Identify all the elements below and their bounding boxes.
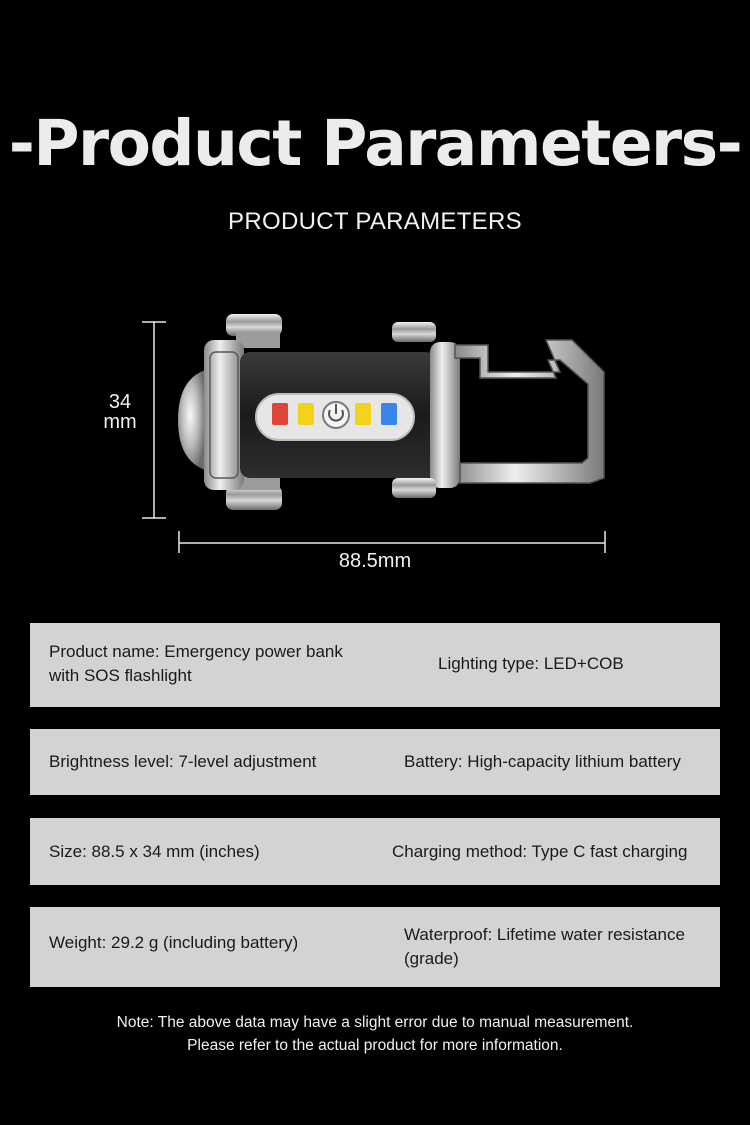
spec-battery: Battery: High-capacity lithium battery <box>404 752 681 771</box>
note-line: Please refer to the actual product for more information. <box>187 1037 563 1054</box>
page-subtitle: PRODUCT PARAMETERS <box>228 208 522 235</box>
product-illustration <box>0 300 750 590</box>
height-unit: mm <box>103 411 137 433</box>
spec-text: with SOS flashlight <box>49 666 192 685</box>
height-value: 34 <box>108 391 132 413</box>
spec-row <box>30 623 720 707</box>
spec-waterproof <box>404 923 685 971</box>
note-line: Note: The above data may have a slight error due to manual measurement. <box>116 1014 634 1031</box>
spec-text: (grade) <box>404 949 459 968</box>
spec-brightness-level: Brightness level: 7-level adjustment <box>49 752 317 771</box>
spec-row <box>30 729 720 795</box>
lens-icon <box>178 370 205 470</box>
height-dimension-line <box>142 322 166 518</box>
spec-weight: Weight: 29.2 g (including battery) <box>49 933 299 952</box>
spec-text: Product name: Emergency power bank <box>49 642 343 661</box>
width-dimension-label: 88.5mm <box>338 550 412 572</box>
page-title: -Product Parameters- <box>8 107 742 180</box>
spec-product-name <box>49 640 343 688</box>
spec-row <box>30 818 720 885</box>
height-dimension-label <box>96 392 144 432</box>
spec-charging-method: Charging method: Type C fast charging <box>392 842 688 861</box>
spec-size: Size: 88.5 x 34 mm (inches) <box>49 842 260 861</box>
spec-text: Waterproof: Lifetime water resistance <box>404 925 685 944</box>
spec-lighting-type: Lighting type: LED+COB <box>438 654 624 673</box>
spec-row <box>30 907 720 987</box>
carabiner-icon <box>455 340 604 483</box>
